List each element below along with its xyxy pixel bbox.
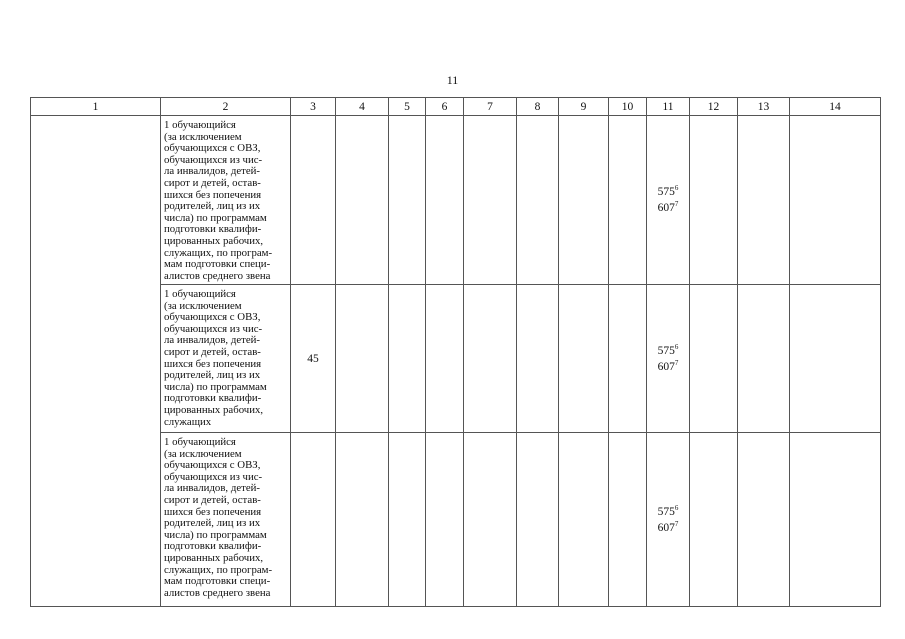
description-line: родителей, лиц из их: [164, 200, 261, 213]
empty-cell: [517, 116, 559, 285]
description-line: 1 обучающийся: [164, 288, 236, 300]
rate-value: $575^6$: [657, 503, 679, 518]
column-header: 1: [31, 98, 161, 116]
column-header: 3: [291, 98, 336, 116]
description-line: подготовки квалифи-: [164, 540, 262, 553]
empty-cell: [559, 285, 609, 433]
empty-cell: [517, 285, 559, 433]
empty-cell: [559, 116, 609, 285]
description-line: алистов среднего звена: [164, 586, 271, 599]
description-line: шихся без попечения: [164, 357, 262, 370]
empty-cell: [690, 285, 738, 433]
empty-cell: [609, 285, 647, 433]
col3-cell: [291, 433, 336, 607]
footnote-marker: 6: [674, 503, 679, 512]
column-header: 6: [426, 98, 464, 116]
rate-value: $607^7$: [657, 358, 679, 373]
empty-cell: [790, 116, 881, 285]
data-table: [30, 97, 881, 607]
description-line: ла инвалидов, детей-: [164, 334, 261, 347]
rate-value: $575^6$: [657, 342, 679, 357]
column-header: 11: [647, 98, 690, 116]
empty-cell: [336, 285, 389, 433]
column-header: 10: [609, 98, 647, 116]
column-header: 9: [559, 98, 609, 116]
rate-value: $575^6$: [657, 184, 679, 198]
empty-cell: [609, 116, 647, 285]
description-line: служащих, по програм-: [164, 563, 273, 576]
empty-cell: [738, 116, 790, 285]
col11-cell: [647, 116, 690, 285]
footnote-marker: 7: [674, 358, 679, 367]
footnote-marker: 7: [674, 519, 679, 528]
column-header: 13: [738, 98, 790, 116]
empty-cell: [738, 433, 790, 607]
description-cell: [161, 433, 291, 607]
description-cell: [161, 285, 291, 433]
empty-cell: [426, 285, 464, 433]
empty-cell: [336, 116, 389, 285]
description-line: (за исключением: [164, 447, 242, 460]
column-header: 5: [389, 98, 426, 116]
description-line: обучающихся из чис-: [164, 470, 263, 483]
empty-cell: [790, 285, 881, 433]
col3-cell: [291, 116, 336, 285]
description-line: сирот и детей, остав-: [164, 176, 261, 189]
description-line: цированных рабочих,: [164, 551, 264, 564]
description-line: мам подготовки специ-: [164, 575, 271, 588]
empty-cell: [426, 433, 464, 607]
empty-cell: [389, 433, 426, 607]
description-line: (за исключением: [164, 130, 242, 143]
description-line: сирот и детей, остав-: [164, 493, 261, 506]
column-header: 7: [464, 98, 517, 116]
description-line: ла инвалидов, детей-: [164, 482, 261, 495]
description-line: шихся без попечения: [164, 188, 262, 201]
rate-value: $607^7$: [657, 200, 679, 214]
description-line: служащих: [164, 415, 212, 428]
footnote-marker: 7: [674, 200, 679, 208]
description-line: обучающихся из чис-: [164, 153, 263, 166]
col11-cell: [647, 433, 690, 607]
description-line: служащих, по програм-: [164, 246, 273, 259]
description-line: 1 обучающийся: [164, 436, 236, 448]
header-row: [31, 98, 881, 116]
description-line: числа) по программам: [164, 528, 267, 541]
description-line: родителей, лиц из их: [164, 369, 261, 382]
empty-cell: [389, 116, 426, 285]
empty-cell: [464, 285, 517, 433]
description-line: ла инвалидов, детей-: [164, 165, 261, 178]
description-line: шихся без попечения: [164, 505, 262, 518]
page-number: 11: [446, 73, 459, 87]
empty-cell: [690, 116, 738, 285]
empty-cell: [389, 285, 426, 433]
description-line: подготовки квалифи-: [164, 392, 262, 405]
empty-cell: [426, 116, 464, 285]
description-line: мам подготовки специ-: [164, 258, 271, 271]
column-header: 2: [161, 98, 291, 116]
empty-cell: [690, 433, 738, 607]
footnote-marker: 6: [674, 342, 679, 351]
col3-cell: 45: [291, 285, 336, 433]
table-row: [31, 116, 881, 285]
description-line: сирот и детей, остав-: [164, 345, 261, 358]
empty-cell: [336, 433, 389, 607]
description-line: родителей, лиц из их: [164, 517, 261, 530]
rate-value: $607^7$: [657, 519, 679, 534]
description-line: 1 обучающийся: [164, 119, 236, 131]
column-header: 4: [336, 98, 389, 116]
footnote-marker: 6: [674, 184, 679, 192]
description-line: алистов среднего звена: [164, 269, 271, 282]
description-line: обучающихся с ОВЗ,: [164, 142, 261, 155]
description-line: подготовки квалифи-: [164, 223, 262, 236]
empty-cell: [609, 433, 647, 607]
empty-cell: [464, 433, 517, 607]
column-header: 12: [690, 98, 738, 116]
column-header: 8: [517, 98, 559, 116]
first-column-cell: [31, 116, 161, 607]
description-line: числа) по программам: [164, 380, 267, 393]
empty-cell: [559, 433, 609, 607]
description-line: числа) по программам: [164, 211, 267, 224]
description-line: обучающихся с ОВЗ,: [164, 311, 261, 324]
column-header: 14: [790, 98, 881, 116]
description-line: цированных рабочих,: [164, 234, 264, 247]
col11-cell: [647, 285, 690, 433]
description-line: обучающихся с ОВЗ,: [164, 459, 261, 472]
description-cell: [161, 116, 291, 285]
empty-cell: [738, 285, 790, 433]
description-line: цированных рабочих,: [164, 403, 264, 416]
description-line: (за исключением: [164, 299, 242, 312]
empty-cell: [464, 116, 517, 285]
description-line: обучающихся из чис-: [164, 322, 263, 335]
empty-cell: [790, 433, 881, 607]
empty-cell: [517, 433, 559, 607]
